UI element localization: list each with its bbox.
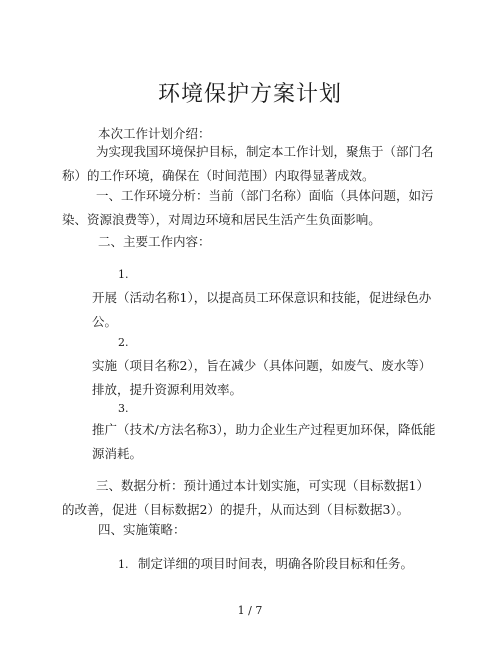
section-strategy-heading: 四、实施策略： xyxy=(98,522,186,537)
intro-paragraph: 为实现我国环境保护目标，制定本工作计划，聚焦于（部门名称）的工作环境，确保在（时间范围）内取得显著成效。 xyxy=(62,144,434,183)
strategy-item-text: 制定详细的项目时间表，明确各阶段目标和任务。 xyxy=(138,556,414,571)
document-title: 环境保护方案计划 xyxy=(157,81,342,107)
page-number: 1 / 7 xyxy=(237,604,263,617)
intro-label: 本次工作计划介绍： xyxy=(98,126,211,141)
strategy-item-number: 1. xyxy=(118,558,129,571)
section-data-analysis: 三、数据分析：预计通过本计划实施，可实现（目标数据1）的改善，促进（目标数据2）的提升，从而达到（目标数据3）。 xyxy=(62,478,429,517)
item-text: 开展（活动名称1），以提高员工环保意识和技能，促进绿色办公。 xyxy=(92,290,432,329)
item-number: 1. xyxy=(118,268,129,281)
item-number: 2. xyxy=(118,336,129,349)
item-text: 实施（项目名称2），旨在减少（具体问题，如废气、废水等）排放，提升资源利用效率。 xyxy=(92,358,432,397)
item-text: 推广（技术/方法名称3），助力企业生产过程更加环保，降低能源消耗。 xyxy=(92,422,436,461)
section-main-content-heading: 二、主要工作内容： xyxy=(98,234,211,249)
item-number: 3. xyxy=(118,402,129,415)
section-environment-analysis: 一、工作环境分析：当前（部门名称）面临（具体问题，如污染、资源浪费等），对周边环境和居民生活产生负面影响。 xyxy=(62,188,434,227)
